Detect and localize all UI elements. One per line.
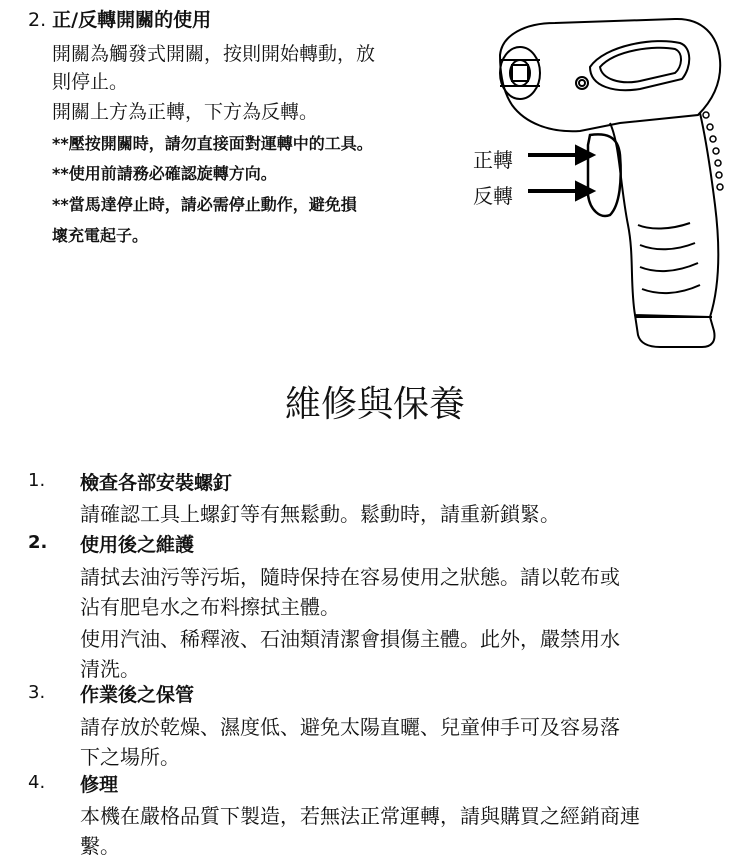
section-2-title (28, 5, 211, 32)
screwdriver-illustration (470, 5, 745, 350)
forward-arrow-icon (528, 146, 594, 164)
item-line: 請存放於乾燥、濕度低、避免太陽直曬、兒童伸手可及容易落 (80, 715, 620, 739)
drill-handle (610, 113, 718, 317)
section-2-line: 則停止。 (52, 71, 129, 93)
item-line: 本機在嚴格品質下製造，若無法正常運轉，請與購買之經銷商連 (80, 804, 640, 828)
item-line: 請確認工具上螺釘等有無鬆動。鬆動時，請重新鎖緊。 (80, 502, 560, 526)
warning-line: 壞充電起子。 (52, 226, 149, 245)
item-number: 2. (28, 532, 48, 553)
item-line: 請拭去油污等污垢，隨時保持在容易使用之狀態。請以乾布或 (80, 565, 620, 589)
section-2-line: 開關為觸發式開關，按則開始轉動，放 (52, 43, 376, 65)
item-title: 檢查各部安裝螺釘 (80, 472, 233, 494)
reverse-arrow-icon (528, 182, 594, 200)
warning-line: **使用前請務必確認旋轉方向。 (52, 164, 277, 183)
reverse-label: 反轉 (473, 184, 513, 208)
section-2-number: 2. (28, 9, 47, 31)
item-line: 下之場所。 (80, 745, 180, 769)
item-line: 繫。 (80, 834, 120, 858)
warning-line: **當馬達停止時，請必需停止動作，避免損 (52, 195, 357, 214)
section-2-title-text: 正/反轉開關的使用 (52, 9, 212, 31)
maintenance-heading: 維修與保養 (284, 384, 465, 425)
item-number: 1. (28, 470, 46, 491)
drill-body (500, 19, 720, 131)
item-number: 3. (28, 682, 46, 703)
chuck-icon (500, 47, 540, 99)
warning-line: **壓按開關時，請勿直接面對運轉中的工具。 (52, 134, 373, 153)
item-title: 使用後之維護 (80, 534, 195, 556)
item-line: 使用汽油、稀釋液、石油類清潔會損傷主體。此外，嚴禁用水 (80, 627, 620, 651)
item-title: 修理 (80, 774, 119, 796)
item-title: 作業後之保管 (80, 684, 195, 706)
section-2-line: 開關上方為正轉，下方為反轉。 (52, 101, 319, 123)
forward-label: 正轉 (473, 148, 513, 172)
item-number: 4. (28, 772, 46, 793)
item-line: 沾有肥皂水之布料擦拭主體。 (80, 595, 340, 619)
item-line: 清洗。 (80, 657, 140, 681)
